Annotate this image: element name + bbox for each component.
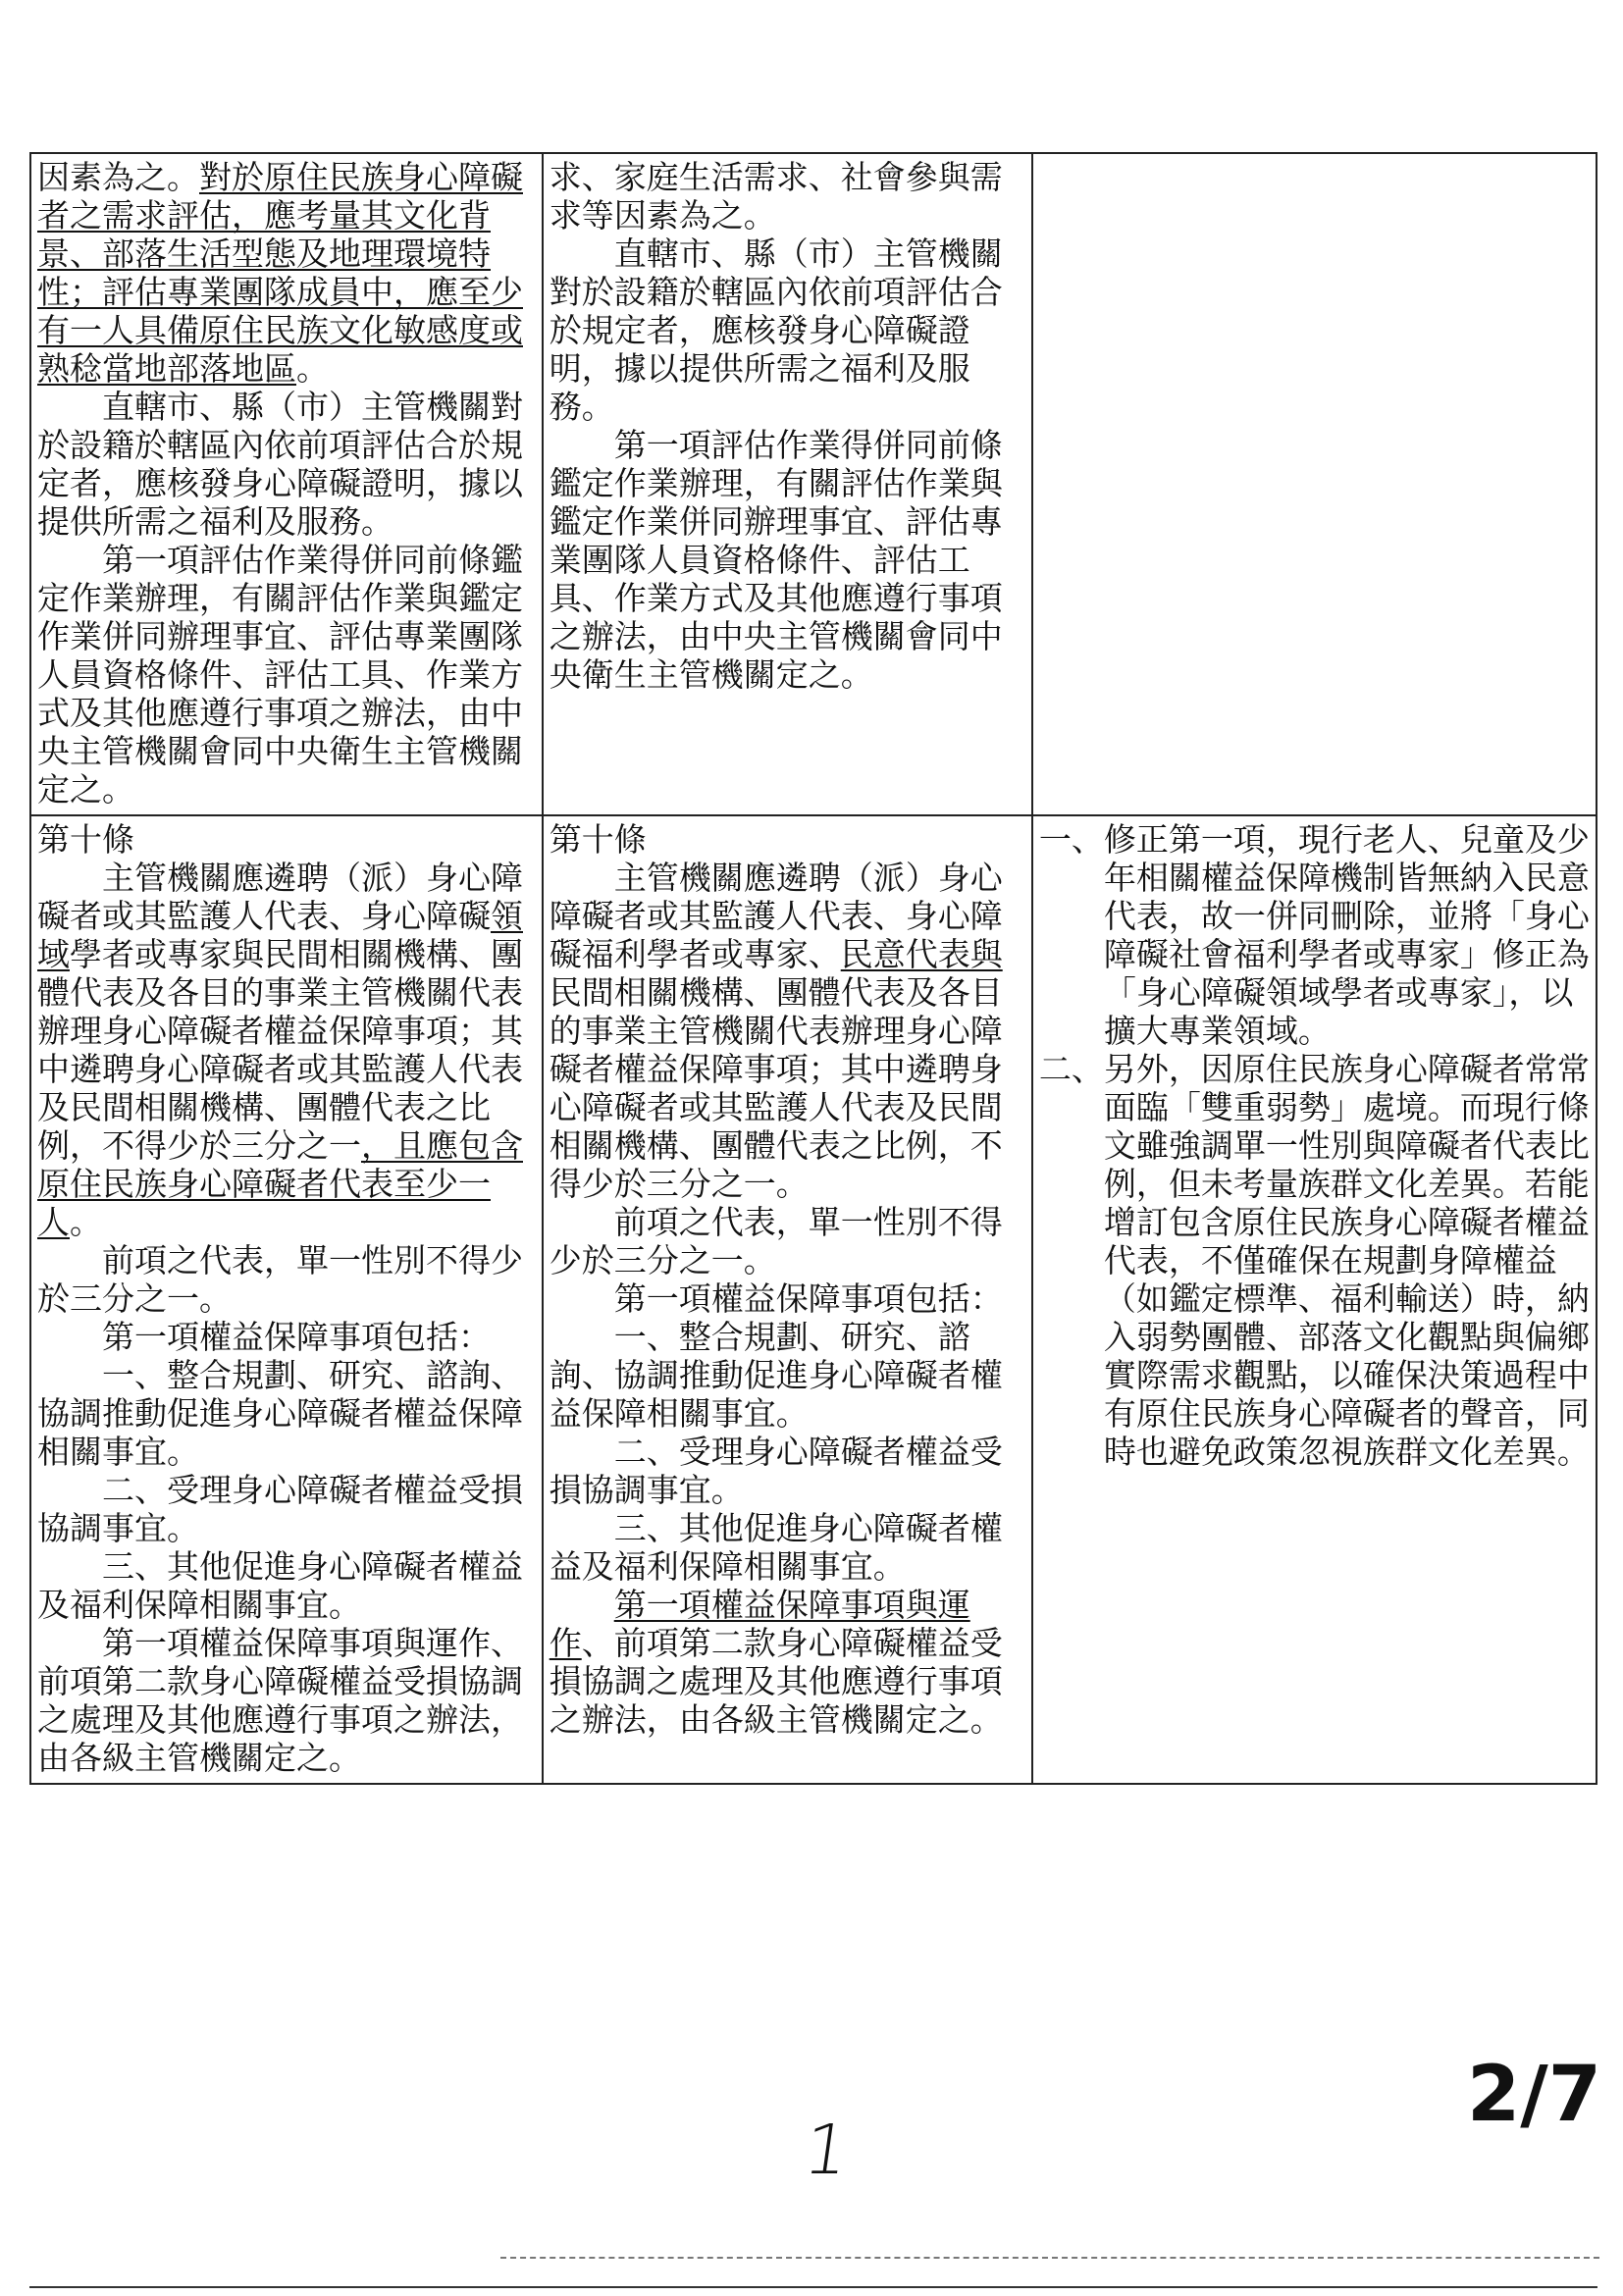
list-item: 二、受理身心障礙者權益受損協調事宜。 <box>549 1433 1003 1509</box>
text-run: 主管機關應遴聘（派）身心障礙者或其監護人代表、身心障礙福利學者或專家、 <box>549 859 1003 973</box>
paragraph: 前項之代表，單一性別不得少於三分之一。 <box>37 1241 523 1318</box>
item-number: 一、 <box>1038 820 1104 859</box>
paragraph: 直轄市、縣（市）主管機關對於設籍於轄區內依前項評估合於規定者，應核發身心障礙證明，據以提供所需之福利及服務。 <box>37 388 523 541</box>
table-row <box>30 153 1597 815</box>
paragraph: 第一項權益保障事項與運作、前項第二款身心障礙權益受損協調之處理及其他應遵行事項之辦法，由各級主管機關定之。 <box>37 1624 523 1777</box>
article-heading: 第十條 <box>37 820 134 859</box>
handwritten-page-mark: 1 <box>799 2110 855 2190</box>
text-run: 因素為之。 <box>37 158 199 196</box>
top-col3-cell <box>1032 153 1597 815</box>
underlined-text: 第一項權益保障事項與運作 <box>549 1586 970 1662</box>
comparison-document <box>29 152 1597 1785</box>
item-text: 修正第一項，現行老人、兒童及少年相關權益保障機制皆無納入民意代表，故一併同刪除，並將「身心障礙社會福利學者或專家」修正為「身心障礙領域學者或專家」，以擴大專業領域。 <box>1103 820 1590 1050</box>
top-col1-cell <box>30 153 543 815</box>
paragraph: 第一項評估作業得併同前條鑑定作業辦理，有關評估作業與鑑定作業併同辦理事宜、評估專業團隊人員資格條件、評估工具、作業方式及其他應遵行事項之辦法，由中央主管機關會同中央衛生主管機關定之。 <box>549 426 1003 694</box>
explanation-item <box>1039 1050 1590 1471</box>
bottom-col2-cell <box>543 815 1032 1784</box>
article-heading: 第十條 <box>549 820 647 859</box>
paragraph <box>550 859 1025 1203</box>
item-number: 二、 <box>1038 1050 1104 1088</box>
list-item: 二、受理身心障礙者權益受損協調事宜。 <box>37 1471 523 1547</box>
item-text: 另外，因原住民族身心障礙者常常面臨「雙重弱勢」處境。而現行條文雖強調單一性別與障礙者代表比例，但未考量族群文化差異。若能增訂包含原住民族身心障礙者權益代表，不僅確保在規劃身障權益（如鑑定標準、福利輸送）時，納入弱勢團體、部落文化觀點與偏鄉實際需求觀點，以確保決策過程中有原住民族身心障礙者的聲音，同時也避免政策忽視族群文化差異。 <box>1103 1050 1590 1471</box>
underlined-text: 領域 <box>37 897 523 973</box>
text-run: 、前項第二款身心障礙權益受損協調之處理及其他應遵行事項之辦法，由各級主管機關定之。 <box>549 1624 1003 1739</box>
table-row <box>30 815 1597 1784</box>
paragraph: 第一項評估作業得併同前條鑑定作業辦理，有關評估作業與鑑定作業併同辦理事宜、評估專業團隊人員資格條件、評估工具、作業方式及其他應遵行事項之辦法，由中央主管機關會同中央衛生主管機關定之。 <box>37 541 523 809</box>
bottom-col1-cell <box>30 815 543 1784</box>
text-run: 。 <box>70 1203 102 1241</box>
top-col2-cell <box>543 153 1032 815</box>
text-run: 主管機關應遴聘（派）身心障礙者或其監護人代表、身心障礙 <box>37 859 523 935</box>
paragraph: 第一項權益保障事項包括： <box>613 1279 1003 1318</box>
paragraph <box>550 1586 1025 1739</box>
text-run: 。 <box>296 349 329 388</box>
paragraph: 求、家庭生活需求、社會參與需求等因素為之。 <box>549 158 1003 235</box>
handwritten-page-fraction: 2/7 <box>1467 2051 1602 2139</box>
paragraph: 第一項權益保障事項包括： <box>102 1318 491 1356</box>
paragraph: 前項之代表，單一性別不得少於三分之一。 <box>549 1203 1003 1279</box>
page-bottom-rule <box>29 2286 1597 2288</box>
bottom-col3-cell <box>1032 815 1597 1784</box>
underlined-text: 對於原住民族身心障礙者之需求評估，應考量其文化背景、部落生活型態及地理環境特性；評估專業團隊成員中，應至少有一人具備原住民族文化敏感度或熟稔當地部落地區 <box>37 158 523 388</box>
underlined-text: ，且應包含原住民族身心障礙者代表至少一人 <box>37 1126 523 1241</box>
paragraph: 直轄市、縣（市）主管機關對於設籍於轄區內依前項評估合於規定者，應核發身心障礙證明，據以提供所需之福利及服務。 <box>549 235 1003 426</box>
comparison-table <box>29 152 1597 1785</box>
scan-edge-line <box>500 2257 1599 2259</box>
paragraph <box>37 859 536 1241</box>
list-item: 一、整合規劃、研究、諮詢、協調推動促進身心障礙者權益保障相關事宜。 <box>549 1318 1003 1433</box>
text-run: 民間相關機構、團體代表及各目的事業主管機關代表辦理身心障礙者權益保障事項；其中遴聘身心障礙者或其監護人代表及民間相關機構、團體代表之比例，不得少於三分之一。 <box>549 973 1003 1203</box>
list-item: 三、其他促進身心障礙者權益及福利保障相關事宜。 <box>37 1547 523 1624</box>
text-run: 學者或專家與民間相關機構、團體代表及各目的事業主管機關代表辦理身心障礙者權益保障事項；其中遴聘身心障礙者或其監護人代表及民間相關機構、團體代表之比例，不得少於三分之一 <box>37 935 523 1165</box>
explanation-item <box>1039 820 1590 1050</box>
list-item: 三、其他促進身心障礙者權益及福利保障相關事宜。 <box>549 1509 1003 1586</box>
paragraph <box>37 158 536 388</box>
underlined-text: 民意代表與 <box>840 935 1003 973</box>
list-item: 一、整合規劃、研究、諮詢、協調推動促進身心障礙者權益保障相關事宜。 <box>37 1356 523 1471</box>
